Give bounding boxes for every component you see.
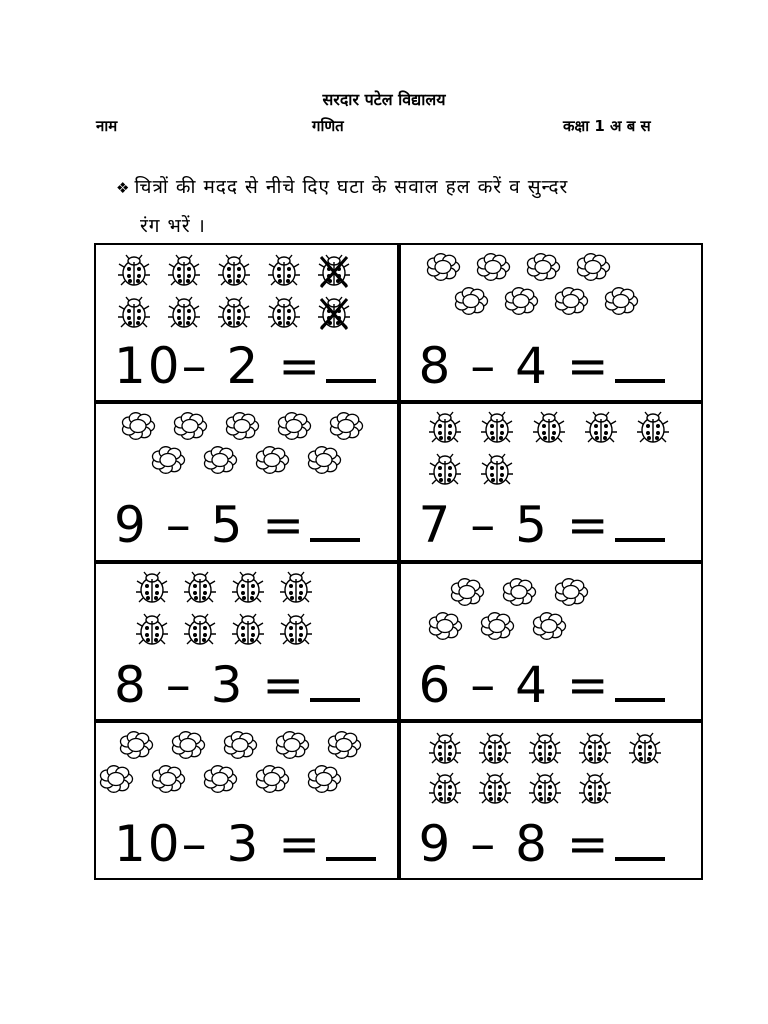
- picture-group-6: [401, 564, 701, 664]
- flower-icon: [100, 765, 132, 792]
- flower-icon: [122, 413, 154, 440]
- flower-icon: [204, 765, 236, 792]
- ladybug-icon: [579, 733, 611, 763]
- problem-cell-8: [401, 723, 702, 878]
- subtraction-expression-6: 6 – 4 =: [418, 655, 611, 714]
- subtraction-expression-8: 9 – 8 =: [418, 814, 611, 873]
- problem-cell-7: [96, 723, 397, 878]
- picture-group-5: [96, 564, 396, 664]
- answer-blank-5[interactable]: [310, 658, 360, 702]
- ladybug-icon: [168, 297, 200, 327]
- flower-icon: [451, 578, 483, 605]
- ladybug-icon: [429, 454, 461, 484]
- flower-icon: [505, 288, 537, 315]
- ladybug-icon: [268, 297, 300, 327]
- school-name: सरदार पटेल विद्यालय: [322, 90, 446, 109]
- answer-blank-1[interactable]: [326, 339, 376, 383]
- flower-icon: [527, 254, 559, 281]
- subtraction-expression-5: 8 – 3 =: [114, 655, 307, 714]
- picture-group-1: [96, 245, 396, 345]
- flower-icon: [172, 731, 204, 758]
- ladybug-icon: [232, 572, 264, 602]
- ladybug-icon: [481, 454, 513, 484]
- answer-blank-6[interactable]: [615, 658, 665, 702]
- ladybug-icon: [629, 733, 661, 763]
- flower-icon: [429, 612, 461, 639]
- subtraction-expression-4: 7 – 5 =: [418, 496, 611, 555]
- instruction: [116, 168, 696, 245]
- class-label: कक्षा 1 अ ब स: [563, 117, 651, 135]
- flower-icon: [278, 413, 310, 440]
- ladybug-icon: [529, 733, 561, 763]
- ladybug-icon: [168, 255, 200, 285]
- answer-blank-8[interactable]: [615, 817, 665, 861]
- flower-icon: [477, 254, 509, 281]
- problem-cell-3: [96, 404, 397, 559]
- answer-blank-7[interactable]: [326, 817, 376, 861]
- answer-blank-2[interactable]: [615, 339, 665, 383]
- ladybug-icon: [218, 297, 250, 327]
- ladybug-icon: [318, 297, 350, 329]
- ladybug-icon: [479, 773, 511, 803]
- flower-icon: [308, 447, 340, 474]
- flower-icon: [555, 578, 587, 605]
- subtraction-expression-7: 10– 3 =: [114, 814, 323, 873]
- subtraction-expression-3: 9 – 5 =: [114, 496, 307, 555]
- flower-icon: [555, 288, 587, 315]
- instruction-line-1: चित्रों की मदद से नीचे दिए घटा के सवाल हल करें व सुन्दर: [134, 176, 569, 198]
- ladybug-icon: [429, 773, 461, 803]
- flower-icon: [224, 731, 256, 758]
- problem-cell-4: [401, 404, 702, 559]
- flower-icon: [120, 731, 152, 758]
- flower-icon: [481, 612, 513, 639]
- flower-icon: [276, 731, 308, 758]
- ladybug-icon: [585, 412, 617, 442]
- flower-icon: [427, 254, 459, 281]
- flower-icon: [256, 447, 288, 474]
- flower-icon: [204, 447, 236, 474]
- picture-group-2: [401, 245, 701, 345]
- flower-icon: [328, 731, 360, 758]
- ladybug-icon: [136, 614, 168, 644]
- ladybug-icon: [136, 572, 168, 602]
- answer-blank-4[interactable]: [615, 498, 665, 542]
- subject-label: गणित: [312, 117, 344, 135]
- problem-cell-2: [401, 245, 702, 400]
- ladybug-icon: [533, 412, 565, 442]
- flower-icon: [226, 413, 258, 440]
- problem-cell-1: [96, 245, 397, 400]
- bullet-icon: ❖: [116, 179, 131, 197]
- picture-group-4: [401, 404, 701, 504]
- ladybug-icon: [280, 614, 312, 644]
- flower-icon: [174, 413, 206, 440]
- flower-icon: [533, 612, 565, 639]
- ladybug-icon: [232, 614, 264, 644]
- picture-group-8: [401, 723, 701, 823]
- flower-icon: [308, 765, 340, 792]
- ladybug-icon: [637, 412, 669, 442]
- ladybug-icon: [118, 255, 150, 285]
- ladybug-icon: [184, 572, 216, 602]
- problem-cell-5: [96, 564, 397, 719]
- problem-grid: [94, 243, 703, 880]
- flower-icon: [577, 254, 609, 281]
- name-label: नाम: [96, 117, 118, 135]
- flower-icon: [605, 288, 637, 315]
- flower-icon: [152, 447, 184, 474]
- ladybug-icon: [579, 773, 611, 803]
- ladybug-icon: [184, 614, 216, 644]
- ladybug-icon: [429, 412, 461, 442]
- subtraction-expression-1: 10– 2 =: [114, 337, 323, 395]
- flower-icon: [330, 413, 362, 440]
- ladybug-icon: [268, 255, 300, 285]
- problem-cell-6: [401, 564, 702, 719]
- ladybug-icon: [318, 255, 350, 287]
- ladybug-icon: [280, 572, 312, 602]
- picture-group-7: [96, 723, 396, 823]
- instruction-line-2: रंग भरें ।: [140, 215, 206, 237]
- ladybug-icon: [529, 773, 561, 803]
- ladybug-icon: [218, 255, 250, 285]
- ladybug-icon: [481, 412, 513, 442]
- flower-icon: [503, 578, 535, 605]
- answer-blank-3[interactable]: [310, 498, 360, 542]
- flower-icon: [256, 765, 288, 792]
- flower-icon: [152, 765, 184, 792]
- picture-group-3: [96, 404, 396, 504]
- ladybug-icon: [118, 297, 150, 327]
- flower-icon: [455, 288, 487, 315]
- subtraction-expression-2: 8 – 4 =: [418, 337, 611, 395]
- ladybug-icon: [429, 733, 461, 763]
- ladybug-icon: [479, 733, 511, 763]
